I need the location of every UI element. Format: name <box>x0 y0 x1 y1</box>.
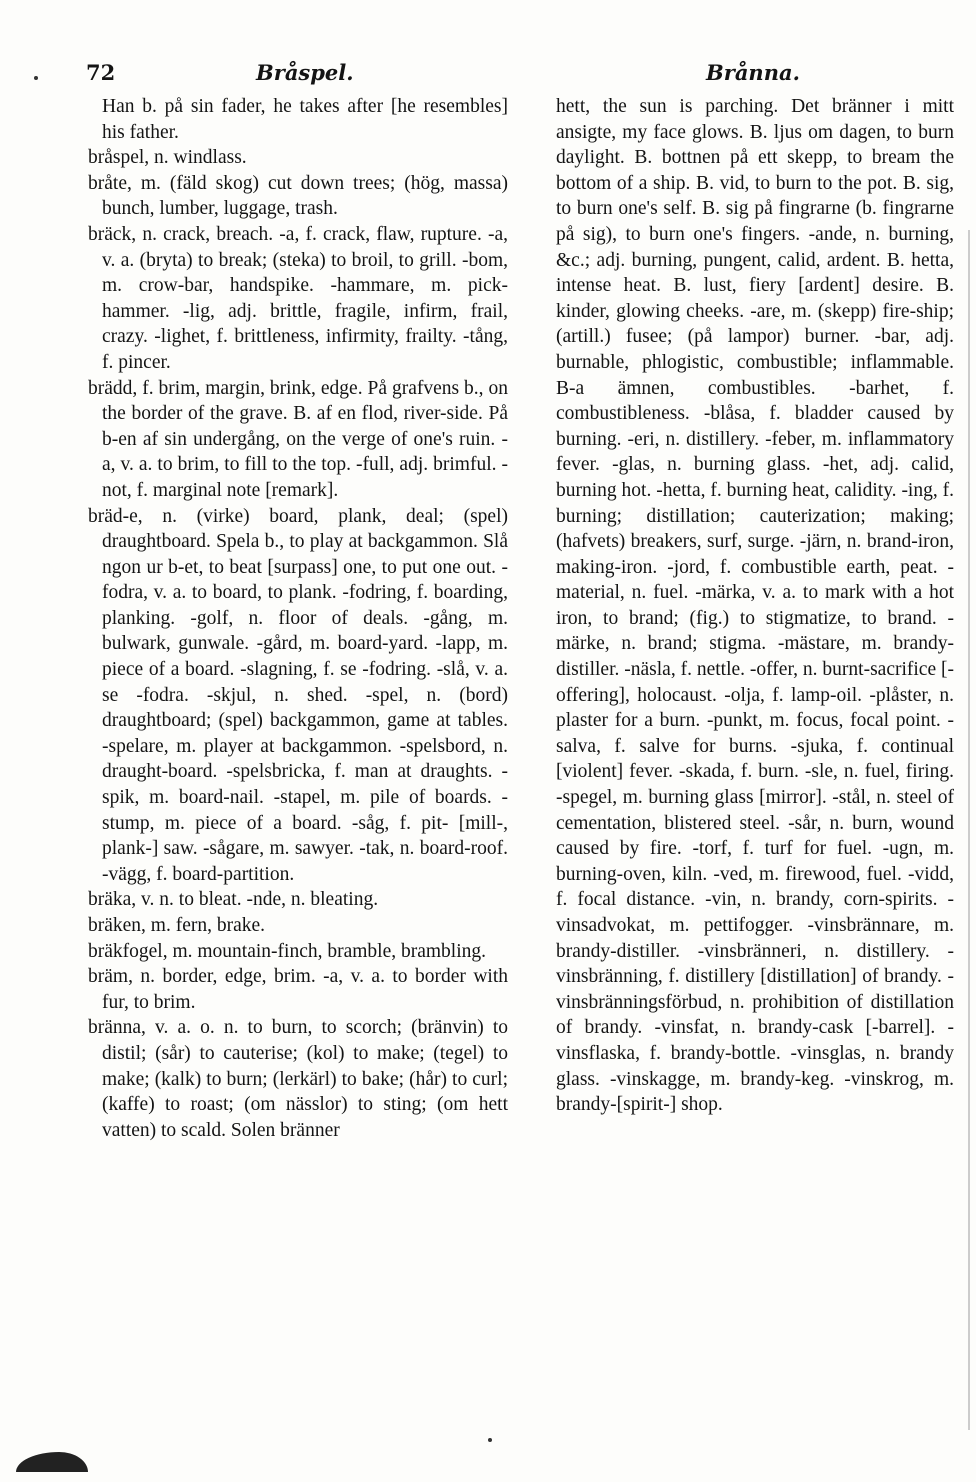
entry-branna-continued: hett, the sun is parching. Det bränner i mitt ansigte, my face glows. B. ljus om dagen, to burn daylight. B. bottnen på ett skepp, to bream the bottom of a ship. B. vid, to burn to the pot. B. sig, to burn one's self. B. sig på fingrarne (b. fingrarne på sig), to burn one's fingers. -ande, n. burning, &c.; adj. burning, pungent, calid, ardent. B. hetta, intense heat. B. lust, fiery [ardent] desire. B. kinder, glowing cheeks. -are, m. (skepp) fire-ship; (artill.) fusee; (på lampor) burner. -bar, adj. burnable, phlogistic, combustible; inflammable. B-a ämnen, combustibles. -barhet, f. combustibleness. -blåsa, f. bladder caused by burning. -eri, n. distillery. -feber, m. inflammatory fever. -glas, n. burning glass. -het, adj. calid, burning hot. -hetta, f. burning heat, calidity. -ing, f. burning; distillation; cauterization; making; (hafvets) breakers, surf, surge. -järn, n. brand-iron, making-iron. -jord, f. combustible earth, peat. -material, n. fuel. -märka, v. a. to mark with a hot iron, to brand; (fig.) to stigmatize, to brand. -märke, n. brand; stigma. -mästare, m. brandy-distiller. -näsla, f. nettle. -offer, n. burnt-sacrifice [-offering], holocaust. -olja, f. lamp-oil. -plåster, n. plaster for a burn. -punkt, m. focus, focal point. -salva, f. salve for burns. -sjuka, f. continual [violent] fever. -skada, f. burn. -sle, n. fuel, firing. -spegel, m. burning glass [mirror]. -stål, n. steel of cementation, blistered steel. -sår, n. burn, wound caused by fire. -torf, f. turf for fuel. -ugn, m. burning-oven, kiln. -ved, m. firewood, fuel. -vidd, f. focal distance. -vin, n. brandy, corn-spirits. -vinsadvokat, m. pettifogger. -vinsbrännare, m. brandy-distiller. -vinsbränneri, n. distillery. -vinsbränning, f. distillery [distillation] of brandy. -vinsbränningsförbud, n. prohibition of distillation of brandy. -vinsfat, n. brandy-cask [-barrel]. -vinsflaska, f. brandy-bottle. -vinsglas, n. brandy glass. -vinskagge, m. brandy-keg. -vinskrog, m. brandy-[spirit-] shop. <box>556 96 954 1116</box>
entry-brate: bråte, m. (fäld skog) cut down trees; (hög, massa) bunch, lumber, luggage, trash. <box>88 172 508 220</box>
entry-continuation: Han b. på sin fader, he takes after [he resembles] his father. <box>102 96 508 143</box>
entry-brade: bräd-e, n. (virke) board, plank, deal; (spel) draughtboard. Spela b., to play at backgammon. Slå ngon ur b-et, to beat [surpass] one, to put one out. -fodra, v. a. to board, to plank. -fodring, f. boarding, planking. -golf, n. floor of deals. -gång, m. bulwark, gunwale. -gård, m. board-yard. -lapp, m. piece of a board. -slagning, f. se -fodring. -slå, v. a. se -fodra. -skjul, n. shed. -spel, n. (bord) draughtboard; (spel) backgammon, game at tables. -spelare, m. player at backgammon. -spelsbord, n. draught-board. -spelsbricka, f. man at draughts. -spik, m. board-nail. -stapel, m. pile of boards. -stump, m. piece of a board. -såg, f. pit- [mill-, plank-] saw. -sågare, m. sawyer. -tak, n. board-roof. -vägg, f. board-partition. <box>88 505 508 885</box>
entry-branna: bränna, v. a. o. n. to burn, to scorch; (bränvin) to distil; (sår) to cauterise; (kol) to make; (tegel) to make; (kalk) to burn; (lerkärl) to bake; (hår) to curl; (kaffe) to roast; (om nässlor) to sting; (om hett vatten) to scald. Solen bränner <box>88 1017 508 1141</box>
right-guide-word: Brånna. <box>706 60 800 85</box>
scan-speck <box>488 1438 492 1442</box>
left-guide-word: Bråspel. <box>256 60 354 85</box>
entry-bradd: brädd, f. brim, margin, brink, edge. På grafvens b., on the border of the grave. B. af en flod, river-side. På b-en af sin undergång, on the verge of one's ruin. -a, v. a. to brim, to fill to the top. -full, adj. brimful. -not, f. marginal note [remark]. <box>88 377 508 501</box>
page-number: 72 <box>86 60 116 85</box>
scan-speck <box>34 76 38 80</box>
entry-bram: bräm, n. border, edge, brim. -a, v. a. to border with fur, to brim. <box>88 966 508 1013</box>
scan-edge-line <box>968 230 970 1430</box>
entry-brakfogel: bräkfogel, m. mountain-finch, bramble, brambling. <box>88 940 487 962</box>
entry-brack: bräck, n. crack, breach. -a, f. crack, flaw, rupture. -a, v. a. (bryta) to break; (steka) to broil, to grill. -bom, m. crow-bar, handspike. -hammare, m. pick-hammer. -lig, adj. brittle, fragile, infirm, frail, crazy. -lighet, f. brittleness, infirmity, frailty. -tång, f. pincer. <box>88 223 508 373</box>
scan-smudge <box>16 1452 88 1472</box>
left-column <box>88 94 508 1143</box>
page-header <box>86 60 954 90</box>
entry-braspel: bråspel, n. windlass. <box>88 147 247 169</box>
right-column <box>542 94 954 1118</box>
entry-braka: bräka, v. n. to bleat. -nde, n. bleating. <box>88 889 379 911</box>
entry-braken: bräken, m. fern, brake. <box>88 915 266 936</box>
